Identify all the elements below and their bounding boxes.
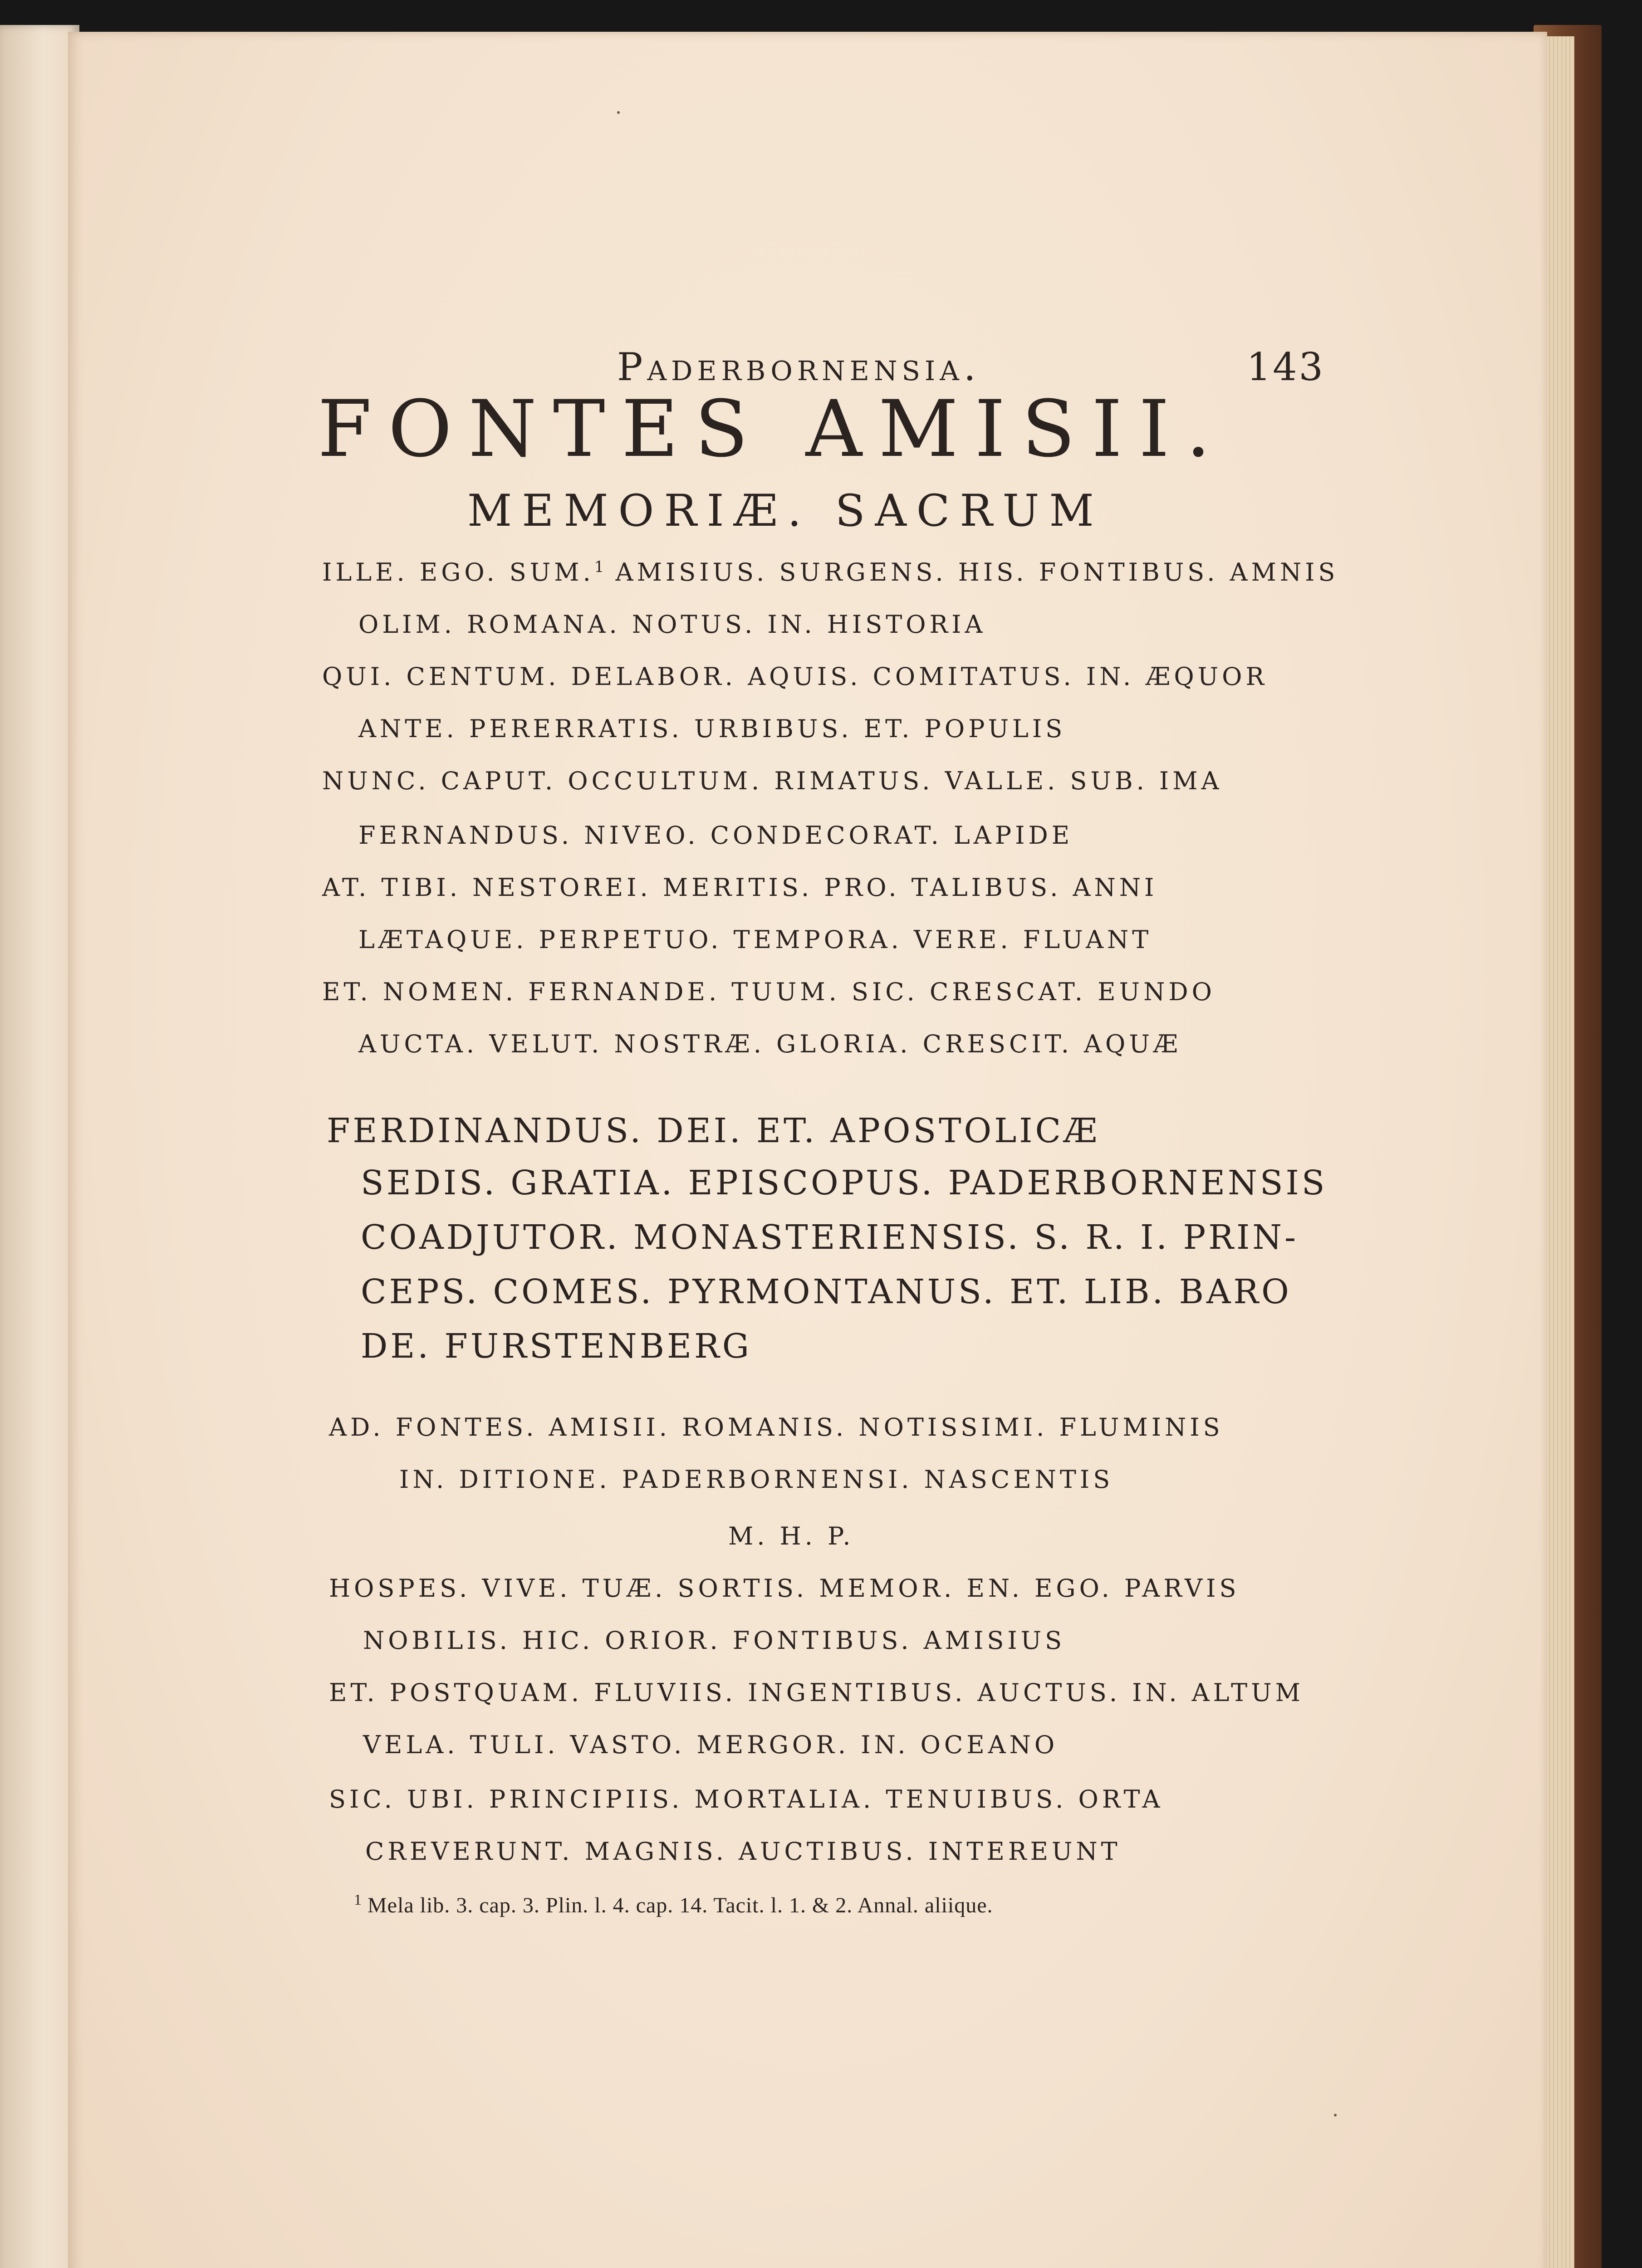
inscription-line-4: HOSPES. VIVE. TUÆ. SORTIS. MEMOR. EN. EGO. PARVIS (329, 1574, 1240, 1603)
dedication-line-5: DE. FURSTENBERG (361, 1327, 752, 1366)
inscription-line-6: ET. POSTQUAM. FLUVIIS. INGENTIBUS. AUCTUS. IN. ALTUM (329, 1678, 1304, 1707)
dedication-line-3: COADJUTOR. MONASTERIENSIS. S. R. I. PRIN- (361, 1218, 1299, 1257)
facing-page-edge (0, 25, 79, 2268)
running-title: Paderbornensia. (617, 345, 980, 389)
page-number: 143 (1246, 345, 1325, 389)
inscription-line-8: SIC. UBI. PRINCIPIIS. MORTALIA. TENUIBUS. ORTA (329, 1785, 1164, 1813)
verse-line-9: ET. NOMEN. FERNANDE. TUUM. SIC. CRESCAT. EUNDO (322, 978, 1216, 1006)
verse-line-3: QUI. CENTUM. DELABOR. AQUIS. COMITATUS. IN. ÆQUOR (322, 662, 1268, 691)
dedication-line-1: FERDINANDUS. DEI. ET. APOSTOLICÆ (327, 1111, 1100, 1150)
inscription-line-2: IN. DITIONE. PADERBORNENSI. NASCENTIS (399, 1465, 1114, 1494)
verse-line-7: AT. TIBI. NESTOREI. MERITIS. PRO. TALIBUS. ANNI (322, 873, 1158, 902)
verse-line-8: LÆTAQUE. PERPETUO. TEMPORA. VERE. FLUANT (358, 925, 1152, 954)
paper-speck (1334, 2114, 1337, 2116)
footnote-text: Mela lib. 3. cap. 3. Plin. l. 4. cap. 14. Tacit. l. 1. & 2. Annal. aliique. (368, 1893, 993, 1917)
inscription-line-1: AD. FONTES. AMISII. ROMANIS. NOTISSIMI. FLUMINIS (329, 1413, 1224, 1442)
footnote (354, 1892, 993, 1918)
footnote-marker: 1 (594, 558, 604, 576)
inscription-subtitle: MEMORIÆ. SACRUM (467, 485, 1104, 536)
dedication-line-2: SEDIS. GRATIA. EPISCOPUS. PADERBORNENSIS (361, 1163, 1328, 1202)
inscription-title: FONTES AMISII. (318, 383, 1227, 474)
verse-line-4: ANTE. PERERRATIS. URBIBUS. ET. POPULIS (358, 714, 1066, 743)
dedication-line-4: CEPS. COMES. PYRMONTANUS. ET. LIB. BARO (361, 1272, 1292, 1311)
verse-line-5: NUNC. CAPUT. OCCULTUM. RIMATUS. VALLE. SUB. IMA (322, 767, 1223, 795)
verse-line-6: FERNANDUS. NIVEO. CONDECORAT. LAPIDE (358, 821, 1073, 850)
inscription-line-7: VELA. TULI. VASTO. MERGOR. IN. OCEANO (363, 1730, 1059, 1759)
footnote-marker: 1 (354, 1892, 362, 1908)
paper-speck (617, 111, 620, 114)
inscription-line-9: CREVERUNT. MAGNIS. AUCTIBUS. INTEREUNT (365, 1837, 1121, 1866)
inscription-line-5: NOBILIS. HIC. ORIOR. FONTIBUS. AMISIUS (363, 1626, 1066, 1655)
verse-line-1: ILLE. EGO. SUM.$^1$ AMISIUS. SURGENS. HIS. FONTIBUS. AMNIS (322, 558, 1339, 587)
verse-line-2: OLIM. ROMANA. NOTUS. IN. HISTORIA (358, 610, 986, 639)
inscription-line-3: M. H. P. (728, 1522, 854, 1550)
verse-line-10: AUCTA. VELUT. NOSTRÆ. GLORIA. CRESCIT. AQUÆ (358, 1030, 1181, 1058)
